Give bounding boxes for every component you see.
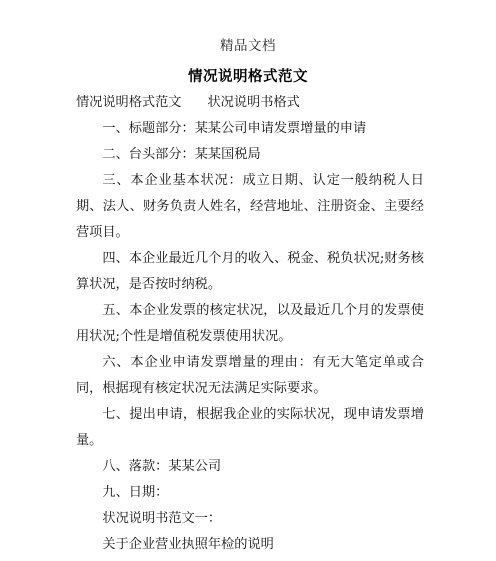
paragraph-basic-status: 三、本企业基本状况：成立日期、认定一般纳税人日期、法人、财务负责人姓名，经营地址、注册资金、主要经营项目。 [76,173,424,240]
page-header: 精品文档 [220,38,276,54]
document-body [76,90,424,558]
paragraph-sample-heading: 状况说明书范文一： [102,511,222,526]
intro-left: 情况说明格式范文 [76,95,182,110]
paragraph-reason: 六、本企业申请发票增量的理由：有无大笔定单或合同，根据现有核定状况无法满足实际要求。 [76,355,424,396]
document-title: 情况说明格式范文 [188,68,308,85]
paragraph-date: 九、日期： [102,485,169,500]
paragraph-invoice-status: 五、本企业发票的核定状况，以及最近几个月的发票使用状况;个性是增值税发票使用状况。 [76,303,424,344]
intro-line [76,90,424,116]
intro-right: 状况说明书格式 [207,95,300,110]
paragraph-title-part: 一、标题部分：某某公司申请发票增量的申请 [102,121,367,136]
paragraph-income-tax: 四、本企业最近几个月的收入、税金、税负状况;财务核算状况，是否按时纳税。 [76,251,424,292]
paragraph-header-part: 二、台头部分：某某国税局 [102,147,261,162]
paragraph-license-heading: 关于企业营业执照年检的说明 [102,537,274,552]
paragraph-application: 七、提出申请，根据我企业的实际状况，现申请发票增量。 [76,407,424,448]
paragraph-signature: 八、落款：某某公司 [102,459,222,474]
